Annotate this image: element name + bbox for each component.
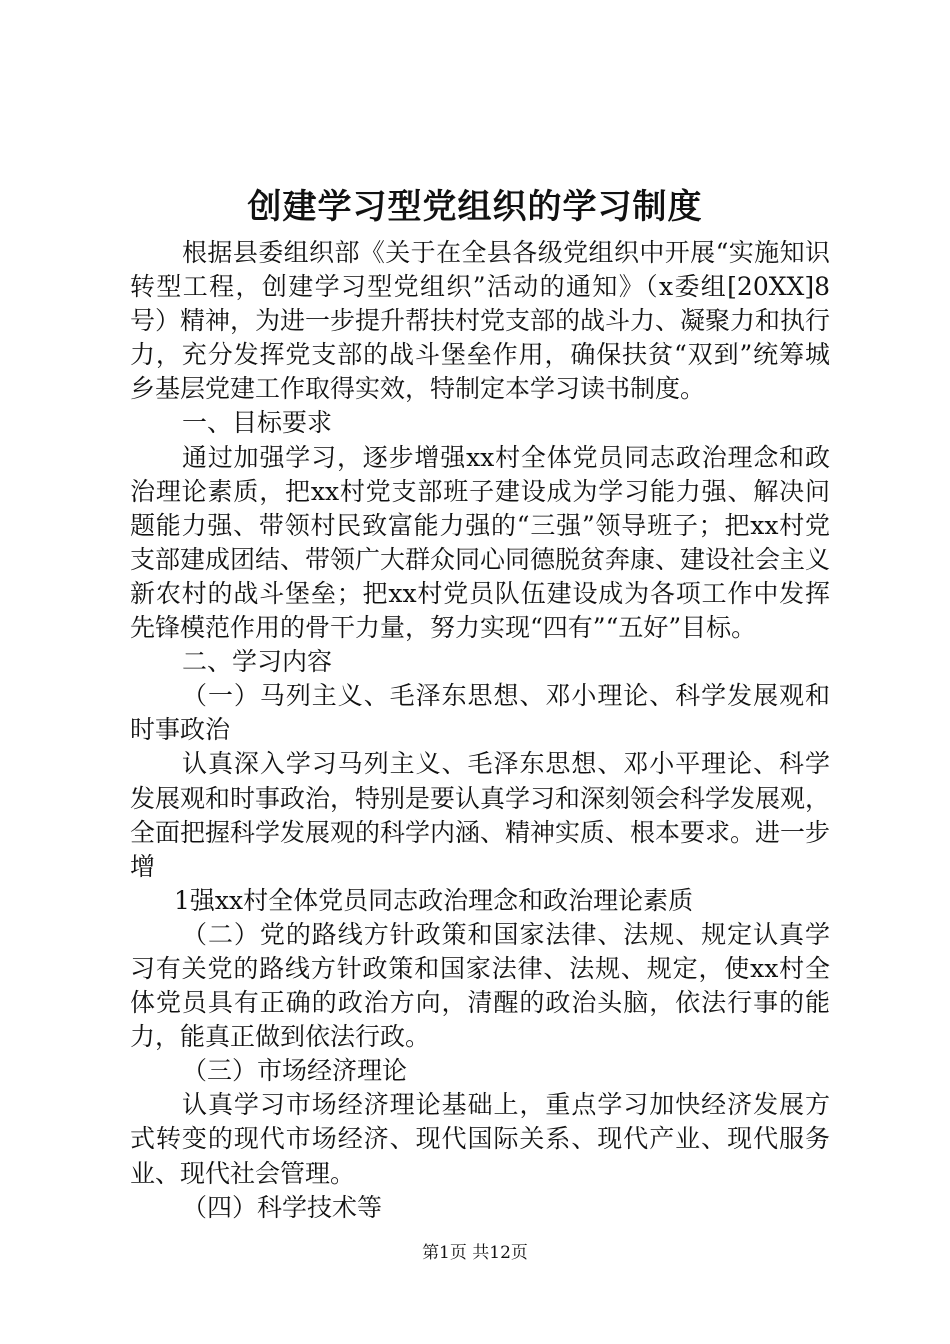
subsection-heading-3: （三）市场经济理论	[182, 1056, 408, 1086]
goals-paragraph: 通过加强学习，逐步增强xx村全体党员同志政治理念和政治理论素质，把xx村党支部班子建设成为学习能力强、解决问题能力强、带领村民致富能力强的“三强”领导班子；把xx村党支部建成团结、带领广大群众同心同德脱贫奔康、建设社会主义新农村的战斗堡垒；把xx村党员队伍建设成为各项工作中发挥先锋模范作用的骨干力量，努力实现“四有”“五好”目标。	[130, 442, 831, 643]
intro-paragraph: 根据县委组织部《关于在全县各级党组织中开展“实施知识转型工程，创建学习型党组织”活动的通知》（x委组[20XX]8号）精神，为进一步提升帮扶村党支部的战斗力、凝聚力和执行力，充分发挥党支部的战斗堡垒作用，确保扶贫“双到”统筹城乡基层党建工作取得实效，特制定本学习读书制度。	[130, 238, 831, 404]
subsection-1-paragraph: 认真深入学习马列主义、毛泽东思想、邓小平理论、科学发展观和时事政治，特别是要认真学习和深刻领会科学发展观，全面把握科学发展观的科学内涵、精神实质、根本要求。进一步增	[130, 749, 831, 881]
subsection-heading-4: （四）科学技术等	[182, 1192, 383, 1222]
document-body	[130, 236, 830, 1225]
page-footer: 第1页 共12页	[422, 1243, 528, 1263]
subsection-2-paragraph: （二）党的路线方针政策和国家法律、法规、规定认真学习有关党的路线方针政策和国家法律、法规、规定，使xx村全体党员具有正确的政治方向，清醒的政治头脑，依法行事的能力，能真正做到依法行政。	[130, 919, 830, 1052]
subsection-3-paragraph: 认真学习市场经济理论基础上，重点学习加快经济发展方式转变的现代市场经济、现代国际关系、现代产业、现代服务业、现代社会管理。	[130, 1090, 830, 1188]
subsection-heading-1: （一）马列主义、毛泽东思想、邓小理论、科学发展观和时事政治	[130, 681, 830, 745]
subsection-1-continuation: 1强xx村全体党员同志政治理念和政治理论素质	[174, 885, 694, 915]
section-heading-goals: 一、目标要求	[182, 408, 333, 438]
document-title: 创建学习型党组织的学习制度	[247, 187, 703, 227]
section-heading-content: 二、学习内容	[182, 647, 333, 677]
